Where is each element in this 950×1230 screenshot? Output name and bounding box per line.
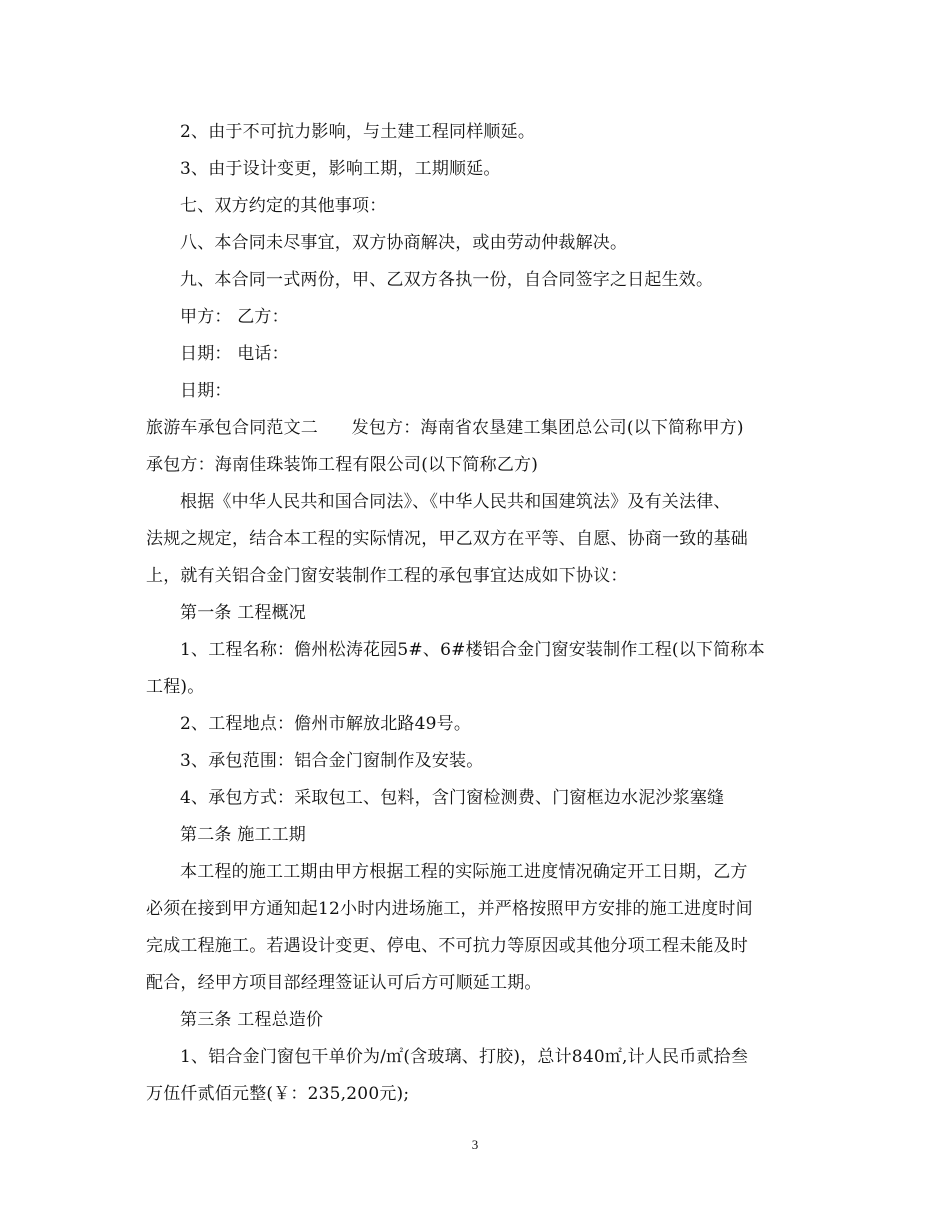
text-line-period-1: 本工程的施工工期由甲方根据工程的实际施工进度情况确定开工日期，乙方 xyxy=(180,862,748,882)
text-line-date: 日期： xyxy=(180,381,232,401)
text-line-period-4: 配合，经甲方项目部经理签证认可后方可顺延工期。 xyxy=(146,973,542,993)
text-line-force-majeure: 2、由于不可抗力影响，与土建工程同样顺延。 xyxy=(180,122,536,142)
text-line-date-phone: 日期： 电话： xyxy=(180,344,289,364)
section-heading-project-overview: 第一条 工程概况 xyxy=(180,603,307,623)
text-line-design-change: 3、由于设计变更，影响工期，工期顺延。 xyxy=(180,159,501,179)
section-heading-construction-period: 第二条 施工工期 xyxy=(180,825,307,845)
text-line-cost-2: 万伍仟贰佰元整(￥：235,200元); xyxy=(146,1084,410,1104)
text-line-period-3: 完成工程施工。若遇设计变更、停电、不可抗力等原因或其他分项工程未能及时 xyxy=(146,936,748,956)
text-line-method: 4、承包方式：采取包工、包料，含门窗检测费、门窗框边水泥沙浆塞缝 xyxy=(180,788,725,808)
text-line-dispute: 八、本合同未尽事宜，双方协商解决，或由劳动仲裁解决。 xyxy=(180,233,628,253)
text-line-project-name-2: 工程)。 xyxy=(146,677,205,697)
text-line-project-name-1: 1、工程名称：儋州松涛花园5#、6#楼铝合金门窗安装制作工程(以下简称本 xyxy=(180,640,765,660)
text-line-contract-title: 旅游车承包合同范文二 发包方：海南省农垦建工集团总公司(以下简称甲方) xyxy=(146,418,744,438)
section-heading-total-cost: 第三条 工程总造价 xyxy=(180,1010,324,1030)
text-line-cost-1: 1、铝合金门窗包干单价为/㎡(含玻璃、打胶)，总计840㎡,计人民币贰拾叁 xyxy=(180,1047,749,1067)
text-line-scope: 3、承包范围：铝合金门窗制作及安装。 xyxy=(180,751,484,771)
text-line-legal-basis-3: 上，就有关铝合金门窗安装制作工程的承包事宜达成如下协议： xyxy=(146,566,628,586)
text-line-legal-basis-2: 法规之规定，结合本工程的实际情况，甲乙双方在平等、自愿、协商一致的基础 xyxy=(146,529,748,549)
text-line-contractor: 承包方：海南佳珠装饰工程有限公司(以下简称乙方) xyxy=(146,455,539,475)
text-line-parties: 甲方： 乙方： xyxy=(180,307,289,327)
page-number: 3 xyxy=(471,1137,479,1152)
text-line-legal-basis-1: 根据《中华人民共和国合同法》、《中华人民共和国建筑法》及有关法律、 xyxy=(180,492,731,512)
text-line-other-matters: 七、双方约定的其他事项： xyxy=(180,196,387,216)
text-line-project-location: 2、工程地点：儋州市解放北路49号。 xyxy=(180,714,472,734)
text-line-period-2: 必须在接到甲方通知起12小时内进场施工，并严格按照甲方安排的施工进度时间 xyxy=(146,899,753,919)
text-line-copies: 九、本合同一式两份，甲、乙双方各执一份，自合同签字之日起生效。 xyxy=(180,270,714,290)
